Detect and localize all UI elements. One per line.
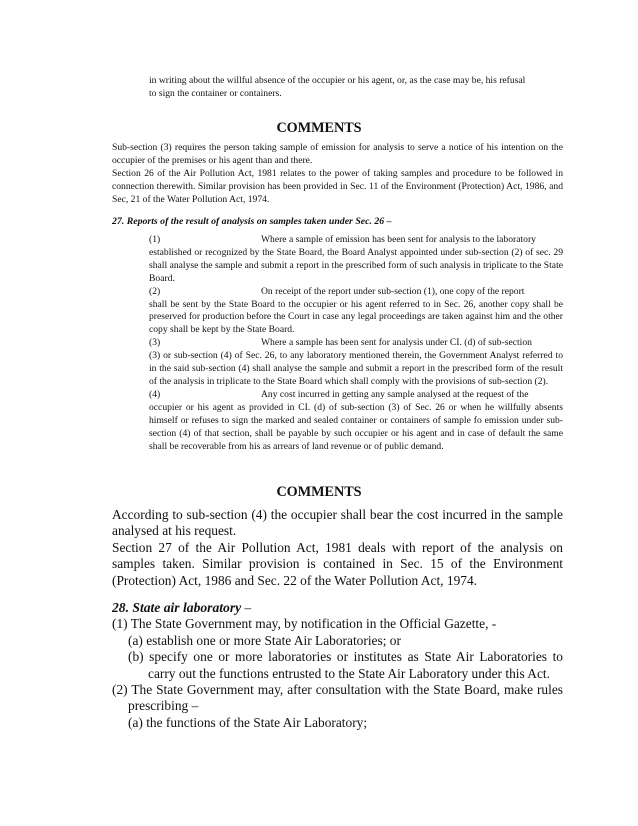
section-28 [112, 600, 563, 731]
clause-text: established or recognized by the State Board, the Board Analyst appointed under sub-section (2) of sec. 29 shall analyse the sample and submit a report in the prescribed form of such analysis in triplicate to the State Board. [149, 246, 563, 284]
section-28-para-2a: (a) the functions of the State Air Laboratory; [128, 714, 368, 730]
comments-2-para-2: Section 27 of the Air Pollution Act, 1981 deals with report of the analysis on samples taken. Similar provision is contained in Sec. 15 of the Environment (Protection) Act, 1986 and Sec. 22 of the Water Pollution Act, 1974. [112, 539, 563, 588]
clause-number: (4) [149, 388, 161, 400]
clause-text: shall be sent by the State Board to the occupier or his agent referred to in Sec. 26, another copy shall be preserved for production before the Court in case any legal proceedings are taken against him and the other copy shall be kept by the State Board. [149, 298, 563, 336]
section-28-heading-dash: – [241, 600, 252, 615]
section-28-para-1a: (a) establish one or more State Air Laboratories; or [128, 632, 401, 648]
comments-1-para-1: Sub-section (3) requires the person taking sample of emission for analysis to serve a notice of his intention on the occupier of the premises or his agent than and there. [112, 142, 563, 166]
clause-first-line: Where a sample has been sent for analysis under CI. (d) of sub-section [261, 337, 532, 349]
section-27-heading: 27. Reports of the result of analysis on samples taken under Sec. 26 – [112, 216, 392, 227]
section-28-para-2: (2) The State Government may, after consultation with the State Board, make rules prescribing – [112, 682, 563, 714]
comments-heading-1: COMMENTS [276, 120, 362, 136]
clause-2 [149, 286, 563, 338]
clause-1 [149, 234, 563, 286]
clause-number: (1) [149, 234, 161, 245]
clause-first-line: On receipt of the report under sub-section (1), one copy of the report [261, 285, 525, 297]
comments-1-para-2: Section 26 of the Air Pollution Act, 1981 relates to the power of taking samples and procedure to be followed in connection therewith. Similar provision has been provided in Sec. 11 of the Environment (Protection) Act, 1986, and Sec, 21 of the Water Pollution Act, 1974. [112, 167, 563, 205]
comments-2-para-1: According to sub-section (4) the occupier shall bear the cost incurred in the sample analysed at his request. [112, 507, 563, 539]
comments-heading-2: COMMENTS [276, 484, 362, 500]
section-28-heading-line [112, 600, 563, 616]
clause-number: (3) [149, 337, 161, 349]
clause-text: (3) or sub-section (4) of Sec. 26, to any laboratory mentioned therein, the Government Analyst referred to in the said sub-section (4) shall analyse the sample and submit a report in the prescribed form of the result of the analysis in triplicate to the State Board which shall comply with the provisions of sub-section (2). [149, 350, 563, 387]
clause-first-line: Any cost incurred in getting any sample analysed at the request of the [261, 388, 529, 400]
intro-text [149, 75, 563, 101]
section-28-heading: 28. State air laboratory [112, 600, 242, 615]
section-28-para-1b: (b) specify one or more laboratories or institutes as State Air Laboratories to carry out the functions entrusted to the State Air Laboratory under this Act. [128, 649, 563, 681]
comments-1-body [112, 142, 563, 207]
comments-2-body [112, 507, 563, 589]
clause-3 [149, 337, 563, 389]
section-28-para-1: (1) The State Government may, by notification in the Official Gazette, - [112, 616, 497, 632]
clause-4 [149, 389, 563, 454]
clause-first-line: Where a sample of emission has been sent for analysis to the laboratory [261, 234, 536, 245]
intro-line-1: in writing about the willful absence of the occupier or his agent, or, as the case may be, his refusal [149, 75, 526, 86]
section-27-clauses [149, 234, 563, 453]
clause-text: occupier or his agent as provided in CI. (d) of sub-section (3) of Sec. 26 or when he willfully absents himself or refuses to sign the marked and sealed container or containers of sample fo emission under sub-section (4) of that section, shall be payable by such occupier or his agent and in case of default the same shall be recoverable from his as arrears of land revenue or of public demand. [149, 401, 563, 452]
intro-line-2: to sign the container or containers. [149, 87, 282, 99]
clause-number: (2) [149, 285, 161, 297]
